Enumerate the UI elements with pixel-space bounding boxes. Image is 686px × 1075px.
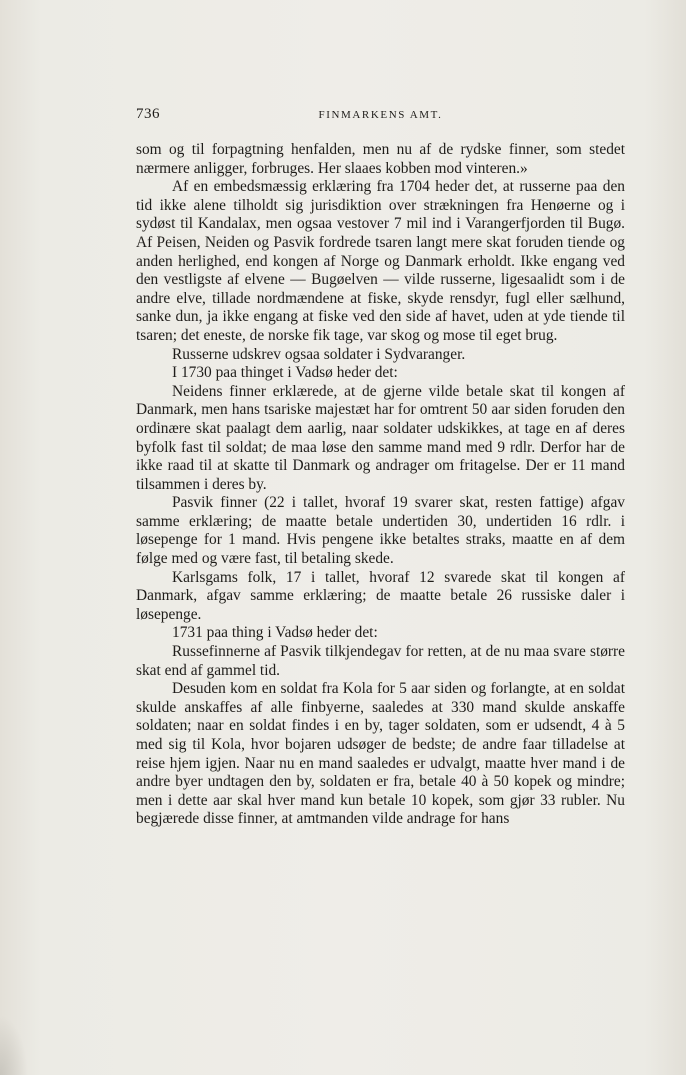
- paragraph: Russerne udskrev ogsaa soldater i Sydvaranger.: [172, 345, 466, 363]
- page-header: [136, 106, 625, 126]
- body-text: [136, 141, 625, 829]
- page-number: 736: [136, 106, 160, 122]
- paragraph: Desuden kom en soldat fra Kola for 5 aar siden og forlangte, at en soldat skulde anskaffes af alle finbyerne, saaledes at 330 mand skulde anskaffe soldaten; naar en soldat findes i en by, tager soldaten, som er udsendt, 4 à 5 med sig til Kola, hvor bojaren udsøger de bedste; de andre faar tilladelse at reise hjem igjen. Naar nu en mand saaledes er udvalgt, maatte hver mand i de andre byer undtagen den by, soldaten er fra, betale 40 à 50 kopek og mindre; men i dette aar skal hver mand kun betale 10 kopek, som gjør 33 rubler. Nu begjærede disse finner, at amtmanden vilde andrage for hans: [136, 680, 625, 828]
- paragraph: Pasvik finner (22 i tallet, hvoraf 19 svarer skat, resten fattige) afgav samme erklæring; de maatte betale undertiden 30, undertiden 16 rdlr. i løsepenge for 1 mand. Hvis pengene ikke betaltes straks, maatte en af dem følge med og være fast, til betaling skede.: [136, 494, 625, 568]
- paragraph: Russefinnerne af Pasvik tilkjendegav for retten, at de nu maa svare større skat end af gammel tid.: [136, 643, 625, 679]
- paragraph: 1731 paa thing i Vadsø heder det:: [172, 624, 378, 642]
- paragraph: Af en embedsmæssig erklæring fra 1704 heder det, at russerne paa den tid ikke alene tilholdt sig jurisdiktion over strækningen fra Henøerne og i sydøst til Kandalax, men ogsaa vestover 7 mil ind i Varangerfjorden til Bugø. Af Peisen, Neiden og Pasvik fordrede tsaren langt mere skat foruden tiende og anden herlighed, end kongen af Norge og Danmark erholdt. Ikke engang ved den vestligste af elvene — Bugøelven — vilde russerne, ligesaalidt som i de andre elve, tillade nordmændene at fiske, skyde rensdyr, fugl eller sælhund, sanke dun, ja ikke engang at fiske ved den side af havet, uden at yde tiende til tsaren; det eneste, de norske fik tage, var skog og mose til eget brug.: [136, 178, 625, 344]
- paragraph: Neidens finner erklærede, at de gjerne vilde betale skat til kongen af Danmark, men hans tsariske majestæt har for omtrent 50 aar siden foruden den ordinære skat paalagt dem aarlig, naar soldater udskikkes, at tage en af deres byfolk fast til soldat; de maa løse den samme mand med 9 rdlr. Derfor har de ikke raad til at skatte til Danmark og andrager om fritagelse. Der er 11 mand tilsammen i deres by.: [136, 382, 625, 493]
- paragraph: Karlsgams folk, 17 i tallet, hvoraf 12 svarede skat til kongen af Danmark, afgav samme erklæring; de maatte betale 26 russiske daler i løsepenge.: [136, 568, 625, 623]
- paragraph: I 1730 paa thinget i Vadsø heder det:: [172, 364, 398, 382]
- running-title: FINMARKENS AMT.: [318, 109, 443, 121]
- paragraph: som og til forpagtning henfalden, men nu af de rydske finner, som stedet nærmere anligger, forbruges. Her slaaes kobben mod vinteren.»: [136, 141, 625, 177]
- page-corner-shadow: [0, 1015, 28, 1075]
